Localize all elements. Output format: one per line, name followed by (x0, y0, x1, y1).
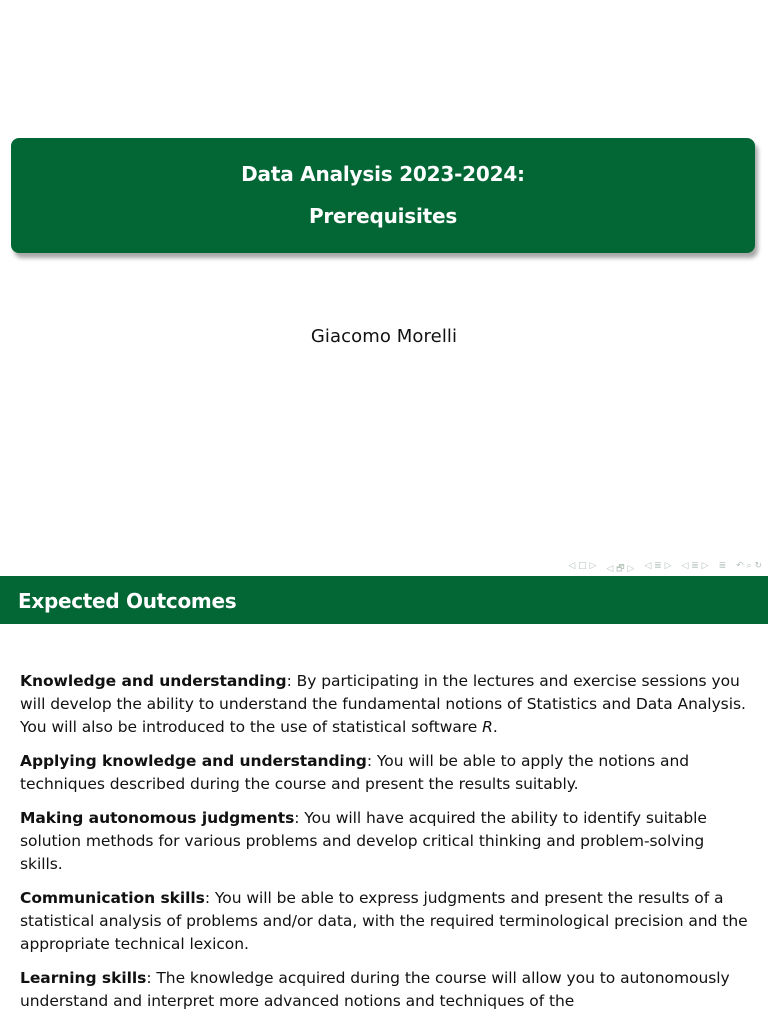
outcome-text: : You will be able to express judgments and present the results of a statistical analysis of problems and/or data, with the required terminological precision and the appropriate technical lexicon. (20, 889, 748, 953)
outcome-text: : By participating in the lectures and exercise sessions you will develop the ability to understand the fundamental notions of Statistics and Data Analysis. You will also be introduced to the use of statistical software (20, 672, 746, 736)
title-block (11, 138, 755, 253)
presentation-subtitle: Prerequisites (308, 204, 458, 228)
nav-frame-icon[interactable]: ◁ 🗗 ▷ (606, 564, 635, 574)
frame-title: Expected Outcomes (18, 589, 237, 613)
outcomes-list (20, 670, 750, 1024)
outcome-learning (20, 967, 750, 1013)
frame-title-bar (0, 576, 768, 624)
content-slide (0, 576, 768, 1024)
outcome-knowledge (20, 670, 750, 739)
nav-section-icon[interactable]: ◁ ≣ ▷ (681, 561, 709, 571)
outcome-heading: Applying knowledge and understanding (20, 752, 367, 770)
author-name: Giacomo Morelli (310, 326, 458, 347)
outcome-heading: Communication skills (20, 889, 205, 907)
outcome-heading: Learning skills (20, 969, 147, 987)
beamer-navigation-bar (568, 561, 762, 577)
outcome-heading: Making autonomous judgments (20, 809, 295, 827)
nav-subsection-icon[interactable]: ◁ ≣ ▷ (644, 561, 672, 571)
outcome-text: : You will be able to apply the notions and techniques described during the course and present the results suitably. (20, 752, 690, 793)
nav-search-icon[interactable]: ↶ ⌕ ↻ (736, 561, 762, 571)
nav-document-icon[interactable]: ≣ (718, 561, 727, 571)
software-name: R (482, 718, 493, 736)
outcome-text-end: . (492, 718, 498, 736)
outcome-applying (20, 750, 750, 796)
outcome-text: : The knowledge acquired during the course will allow you to autonomously understand and interpret more advanced notions and techniques of the (20, 969, 730, 1010)
nav-slide-icon[interactable]: ◁ □ ▷ (568, 561, 597, 571)
outcome-text: : You will have acquired the ability to identify suitable solution methods for various problems and develop critical thinking and problem-solving skills. (20, 809, 707, 873)
outcome-judgments (20, 807, 750, 876)
presentation-title: Data Analysis 2023-2024: (241, 162, 525, 186)
outcome-heading: Knowledge and understanding (20, 672, 287, 690)
outcome-communication (20, 887, 750, 956)
